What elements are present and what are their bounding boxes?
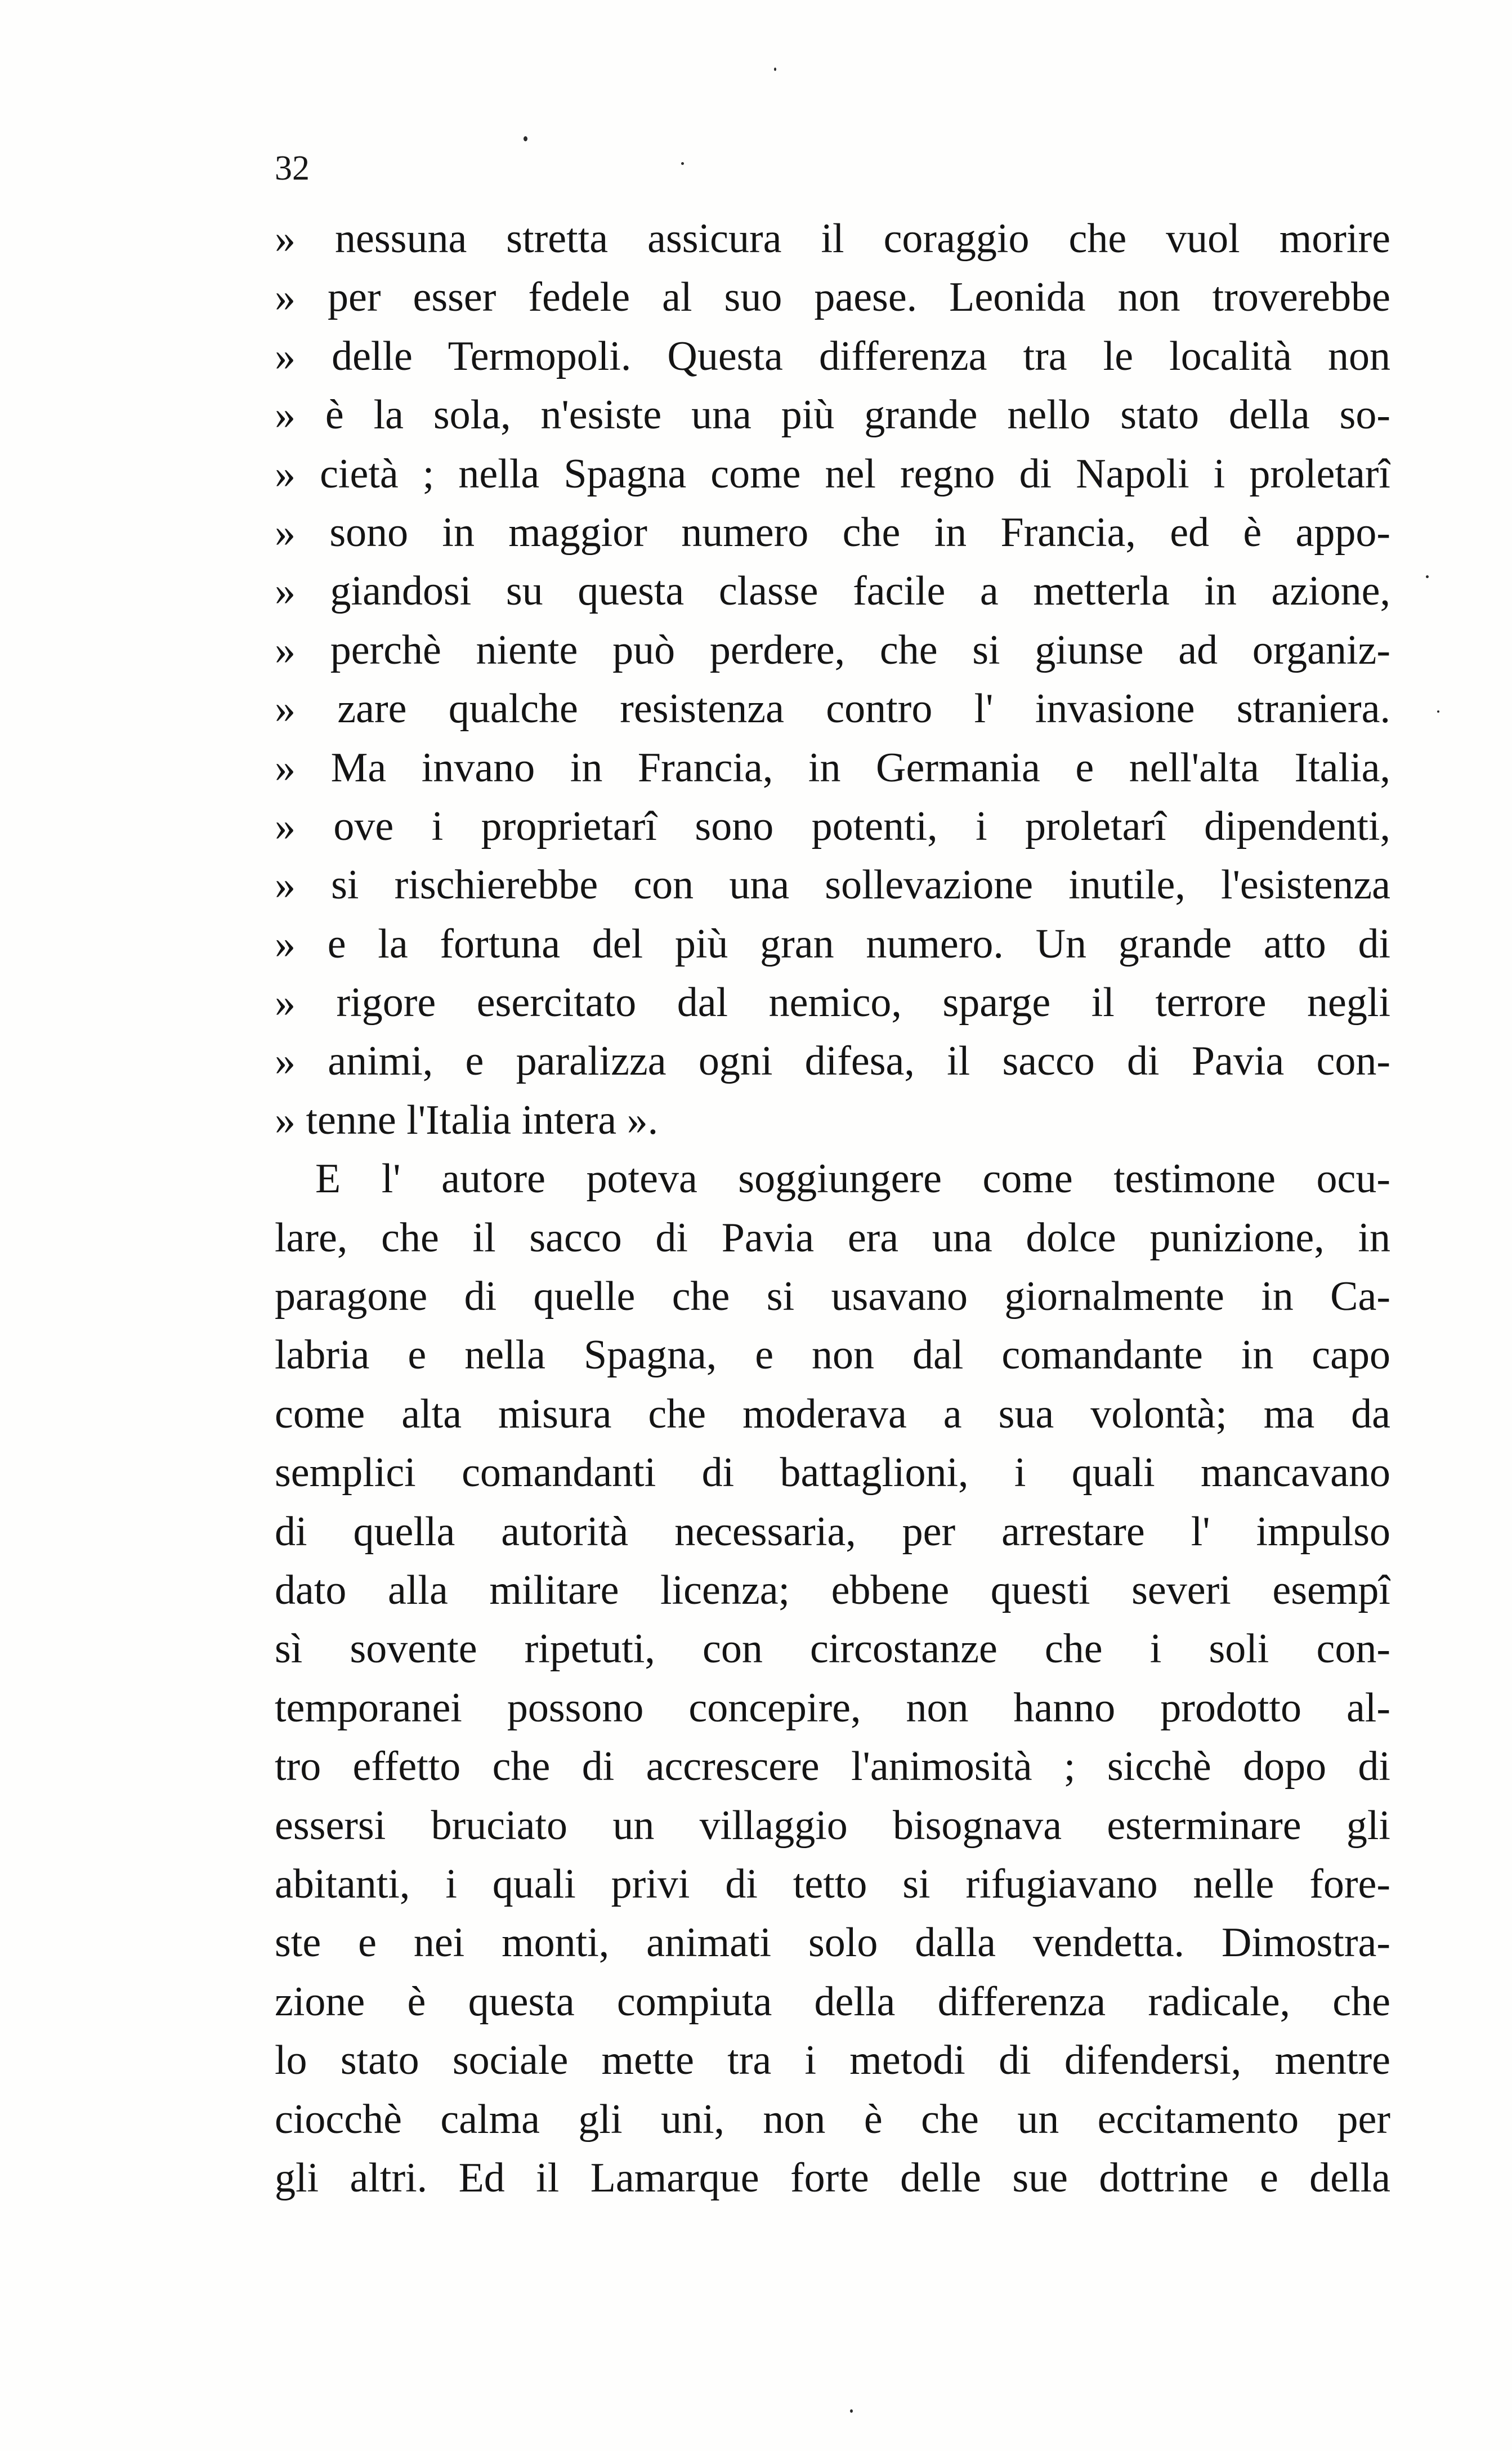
text-line: come alta misura che moderava a sua volontà; ma da: [275, 1390, 1390, 1437]
page-number: 32: [275, 149, 310, 187]
scan-speck: [1437, 710, 1439, 713]
text-line: tro effetto che di accrescere l'animosità ; sicchè dopo di: [275, 1743, 1390, 1790]
text-line: » rigore esercitato dal nemico, sparge il terrore negli: [275, 979, 1390, 1026]
text-line: lo stato sociale mette tra i metodi di difendersi, mentre: [275, 2037, 1390, 2084]
text-line: ste e nei monti, animati solo dalla vendetta. Dimostra-: [275, 1920, 1390, 1966]
text-line: » perchè niente può perdere, che si giunse ad organiz-: [275, 627, 1390, 673]
text-line: semplici comandanti di battaglioni, i quali mancavano: [275, 1450, 1390, 1496]
scan-speck: [774, 68, 776, 71]
text-line: » Ma invano in Francia, in Germania e nell'alta Italia,: [275, 744, 1390, 791]
text-line: sì sovente ripetuti, con circostanze che i soli con-: [275, 1626, 1390, 1672]
text-line: lare, che il sacco di Pavia era una dolce punizione, in: [275, 1214, 1390, 1261]
text-line: abitanti, i quali privi di tetto si rifugiavano nelle fore-: [275, 1860, 1390, 1907]
body-text: [275, 209, 1390, 2207]
text-line: » nessuna stretta assicura il coraggio che vuol morire: [275, 216, 1390, 262]
text-line: paragone di quelle che si usavano giornalmente in Ca-: [275, 1273, 1390, 1320]
text-line: » animi, e paralizza ogni difesa, il sacco di Pavia con-: [275, 1038, 1390, 1085]
text-line: » tenne l'Italia intera ».: [275, 1097, 659, 1143]
text-line: » sono in maggior numero che in Francia, ed è appo-: [275, 509, 1390, 556]
scan-speck: [681, 162, 684, 165]
text-line: zione è questa compiuta della differenza radicale, che: [275, 1978, 1390, 2025]
text-line: dato alla militare licenza; ebbene questi severi esempî: [275, 1567, 1390, 1613]
text-line: temporanei possono concepire, non hanno prodotto al-: [275, 1684, 1390, 1731]
text-line: » e la fortuna del più gran numero. Un grande atto di: [275, 920, 1390, 967]
text-line: labria e nella Spagna, e non dal comandante in capo: [275, 1332, 1390, 1379]
text-line: gli altri. Ed il Lamarque forte delle sue dottrine e della: [275, 2154, 1390, 2201]
text-line: di quella autorità necessaria, per arrestare l' impulso: [275, 1508, 1390, 1555]
text-line: » per esser fedele al suo paese. Leonida non troverebbe: [275, 274, 1390, 321]
text-line: E l' autore poteva soggiungere come testimone ocu-: [315, 1156, 1390, 1202]
text-line: » giandosi su questa classe facile a metterla in azione,: [275, 568, 1390, 615]
scan-speck: [1426, 575, 1429, 578]
text-line: ciocchè calma gli uni, non è che un eccitamento per: [275, 2096, 1390, 2143]
text-line: » ove i proprietarî sono potenti, i proletarî dipendenti,: [275, 803, 1390, 849]
text-line: » delle Termopoli. Questa differenza tra le località non: [275, 333, 1390, 379]
text-line: » cietà ; nella Spagna come nel regno di Napoli i proletarî: [275, 450, 1390, 497]
text-line: » è la sola, n'esiste una più grande nello stato della so-: [275, 392, 1390, 439]
text-line: » zare qualche resistenza contro l' invasione straniera.: [275, 686, 1390, 732]
text-line: » si rischierebbe con una sollevazione inutile, l'esistenza: [275, 862, 1390, 909]
scan-speck: [850, 2409, 853, 2413]
text-line: essersi bruciato un villaggio bisognava esterminare gli: [275, 1802, 1390, 1849]
scan-speck: [524, 136, 527, 141]
